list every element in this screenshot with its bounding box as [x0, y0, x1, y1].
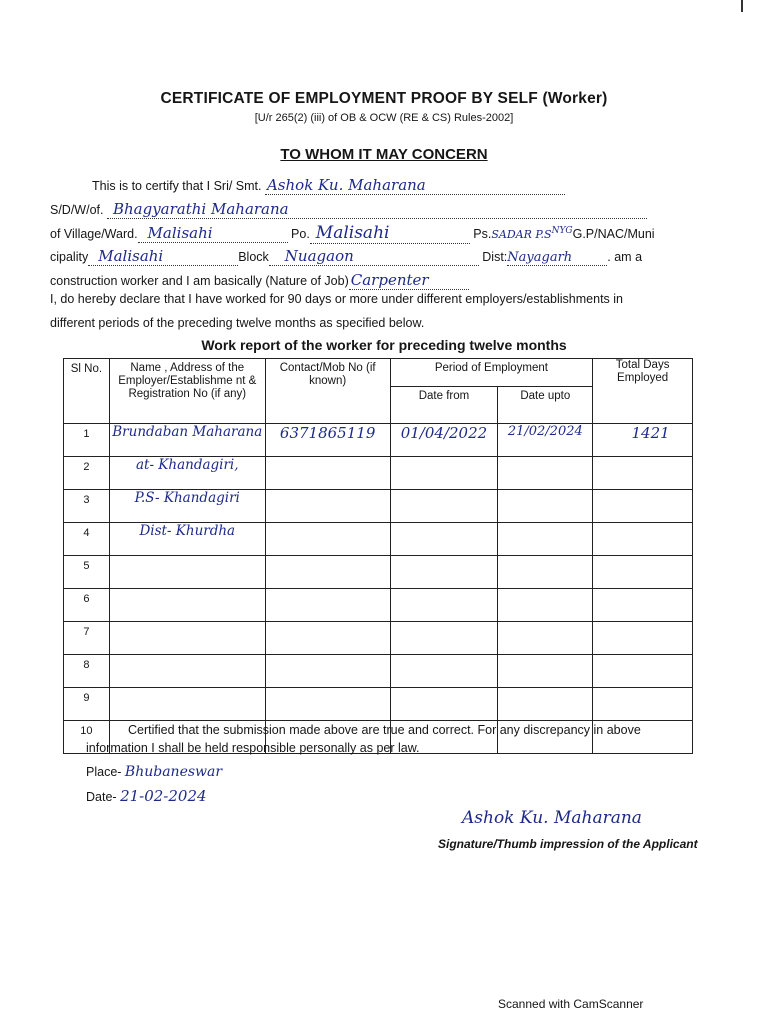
- job-line: construction worker and I am basically (Nature of Job) Carpenter: [50, 271, 469, 290]
- job-value: Carpenter: [350, 271, 429, 289]
- signature-label: Signature/Thumb impression of the Applicant: [438, 837, 698, 851]
- table-row: [64, 589, 693, 622]
- table-row: [64, 655, 693, 688]
- date-line: Date- 21-02-2024: [86, 787, 207, 805]
- place-value: Bhubaneswar: [124, 764, 223, 780]
- district-value: Nayagarh: [507, 250, 573, 265]
- ps-value: SADAR P.S: [491, 228, 552, 241]
- header-total-days: Total Days Employed: [593, 359, 693, 424]
- row-date-upto: [498, 490, 593, 523]
- cipality-value: Malisahi: [98, 247, 164, 265]
- village-line: of Village/Ward. Malisahi Po. Malisahi Ps.SADAR $P.S^{NYG}G.P/NAC$/Muni: [50, 223, 655, 243]
- row-total-days: [593, 556, 693, 589]
- work-report-title: Work report of the worker for preceding twelve months: [201, 337, 567, 353]
- row-sl: 1: [64, 424, 110, 457]
- header-sl: Sl No.: [64, 359, 110, 424]
- row-date-from: 01/04/2022: [390, 424, 498, 457]
- row-sl: 4: [64, 523, 110, 556]
- work-report-table: [63, 358, 693, 754]
- row-total-days: [593, 457, 693, 490]
- certification-line-2: information I shall be held responsible personally as per law.: [86, 741, 420, 755]
- table-row: [64, 457, 693, 490]
- row-date-upto: [498, 622, 593, 655]
- po-value: Malisahi: [315, 223, 390, 243]
- row-employer: Brundaban Maharana: [109, 424, 265, 457]
- name-line: This is to certify that I Sri/ Smt. Ashok Ku. Maharana: [92, 176, 565, 195]
- row-employer: [109, 688, 265, 721]
- row-contact: [265, 589, 390, 622]
- place-line: Place- Bhubaneswar: [86, 764, 223, 780]
- row-contact: [265, 523, 390, 556]
- row-sl: 5: [64, 556, 110, 589]
- row-date-from: [390, 622, 498, 655]
- row-sl: 8: [64, 655, 110, 688]
- certification-line-1: Certified that the submission made above are true and correct. For any discrepancy in above: [128, 723, 641, 737]
- date-value: 21-02-2024: [120, 787, 207, 805]
- row-contact: [265, 457, 390, 490]
- parent-name: Bhagyarathi Maharana: [112, 200, 289, 218]
- header-date-from: Date from: [390, 387, 498, 424]
- row-employer: [109, 589, 265, 622]
- declaration-line-2: different periods of the preceding twelve months as specified below.: [50, 316, 425, 330]
- header-date-upto: Date upto: [498, 387, 593, 424]
- row-date-upto: [498, 655, 593, 688]
- row-sl: 9: [64, 688, 110, 721]
- row-total-days: 1421: [593, 424, 693, 457]
- row-date-from: [390, 523, 498, 556]
- row-total-days: [593, 655, 693, 688]
- row-date-from: [390, 589, 498, 622]
- row-contact: 6371865119: [265, 424, 390, 457]
- row-date-upto: [498, 457, 593, 490]
- table-row: [64, 424, 693, 457]
- row-date-upto: [498, 523, 593, 556]
- table-row: [64, 622, 693, 655]
- header-period: Period of Employment: [390, 359, 593, 387]
- row-date-upto: [498, 688, 593, 721]
- table-row: [64, 688, 693, 721]
- row-employer: Dist- Khurdha: [109, 523, 265, 556]
- row-sl: 3: [64, 490, 110, 523]
- row-total-days: [593, 688, 693, 721]
- row-contact: [265, 688, 390, 721]
- declaration-line-1: I, do hereby declare that I have worked for 90 days or more under different employers/establishments in: [50, 292, 623, 306]
- row-date-from: [390, 556, 498, 589]
- row-contact: [265, 655, 390, 688]
- applicant-signature: Ashok Ku. Maharana: [462, 808, 642, 828]
- table-header-row: [64, 359, 693, 387]
- row-date-upto: [498, 556, 593, 589]
- cipality-line: cipality Malisahi Block Nuagaon Dist:Nayagarh . am a: [50, 247, 643, 265]
- row-total-days: [593, 589, 693, 622]
- row-contact: [265, 622, 390, 655]
- row-date-from: [390, 457, 498, 490]
- row-employer: [109, 556, 265, 589]
- row-date-from: [390, 490, 498, 523]
- row-employer: P.S- Khandagiri: [109, 490, 265, 523]
- document-subtitle: [U/r 265(2) (iii) of OB & OCW (RE & CS) Rules-2002]: [254, 112, 514, 124]
- row-sl: 10: [64, 721, 110, 754]
- row-employer: at- Khandagiri,: [109, 457, 265, 490]
- scanner-watermark: Scanned with CamScanner: [498, 997, 644, 1011]
- table-row: [64, 523, 693, 556]
- row-date-upto: 21/02/2024: [498, 424, 593, 457]
- row-date-upto: [498, 589, 593, 622]
- header-contact: Contact/Mob No (if known): [265, 359, 390, 424]
- document-title: CERTIFICATE OF EMPLOYMENT PROOF BY SELF (Worker): [160, 90, 608, 107]
- worker-name: Ashok Ku. Maharana: [266, 176, 426, 194]
- block-value: Nuagaon: [284, 247, 354, 265]
- table-row: [64, 556, 693, 589]
- row-employer: [109, 655, 265, 688]
- table-row: [64, 490, 693, 523]
- ps-extra-value: NYG: [551, 225, 573, 236]
- row-date-from: [390, 655, 498, 688]
- village-value: Malisahi: [147, 224, 213, 242]
- row-sl: 6: [64, 589, 110, 622]
- row-total-days: [593, 523, 693, 556]
- row-employer: [109, 622, 265, 655]
- scan-edge-mark: [741, 0, 743, 12]
- header-employer: Name , Address of the Employer/Establishme nt & Registration No (if any): [109, 359, 265, 424]
- row-contact: [265, 490, 390, 523]
- row-contact: [265, 556, 390, 589]
- row-total-days: [593, 490, 693, 523]
- to-whom-heading: TO WHOM IT MAY CONCERN: [280, 146, 488, 163]
- parent-line: S/D/W/of. Bhagyarathi Maharana: [50, 200, 647, 219]
- row-sl: 7: [64, 622, 110, 655]
- row-sl: 2: [64, 457, 110, 490]
- row-date-from: [390, 688, 498, 721]
- row-total-days: [593, 622, 693, 655]
